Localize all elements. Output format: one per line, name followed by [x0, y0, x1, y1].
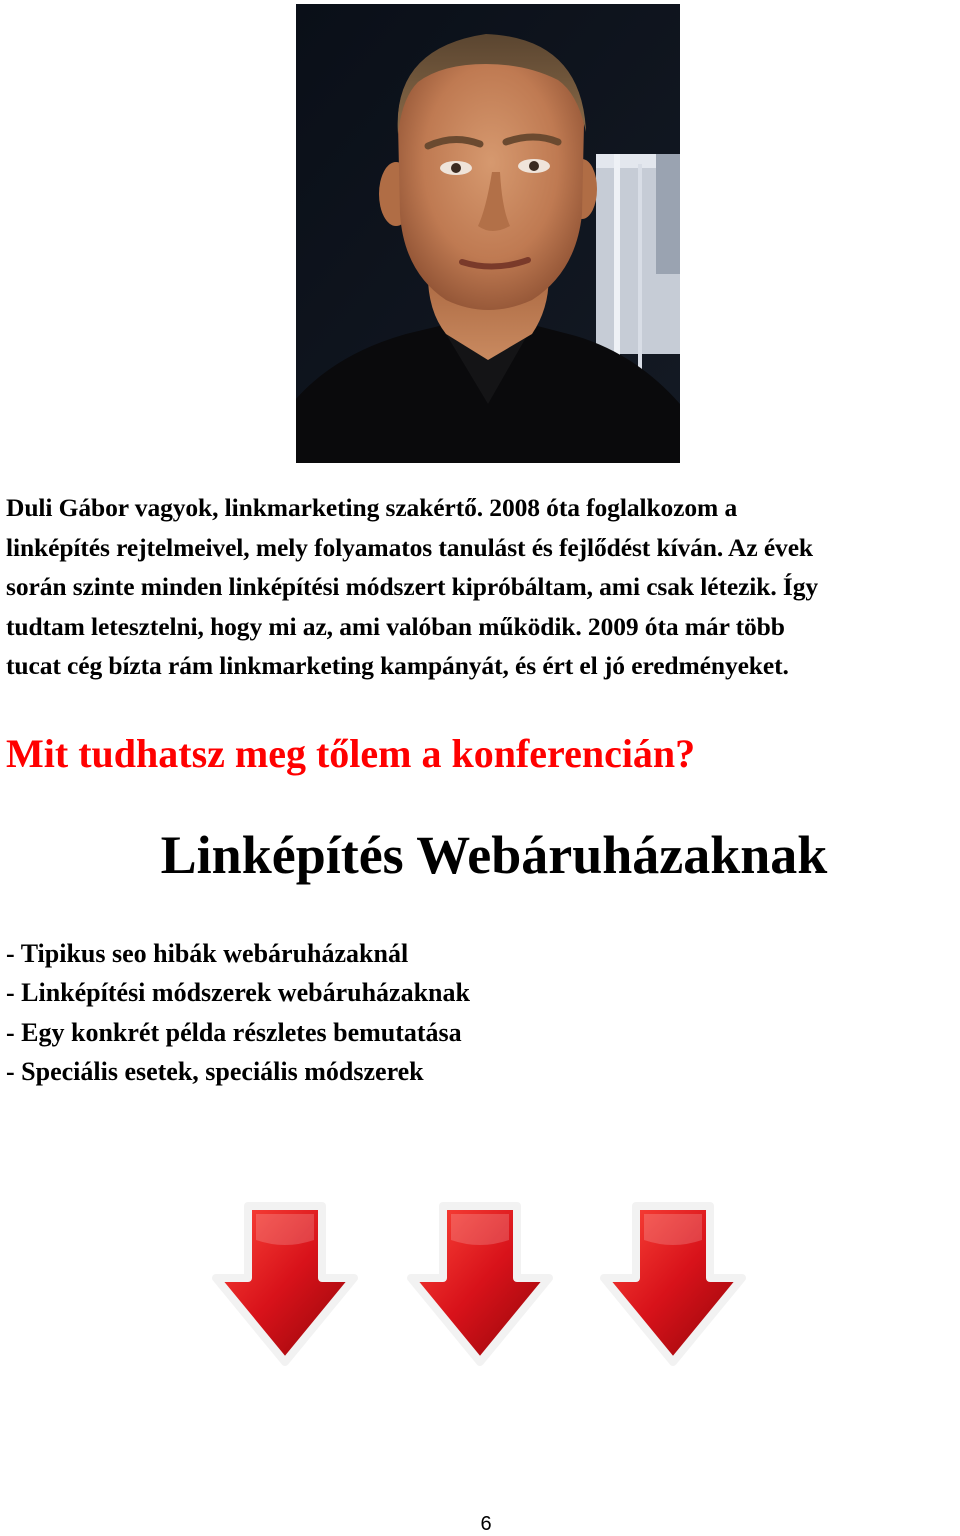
intro-line: tucat cég bízta rám linkmarketing kampányát, és ért el jó eredményeket.: [6, 651, 789, 681]
list-item: - Linképítési módszerek webáruházaknak: [6, 978, 470, 1008]
arrows-row: [210, 1200, 750, 1370]
intro-paragraph: [6, 488, 958, 686]
list-item: - Egy konkrét példa részletes bemutatása: [6, 1017, 462, 1047]
intro-line: tudtam letesztelni, hogy mi az, ami valóban működik. 2009 óta már több: [6, 611, 785, 641]
intro-line: során szinte minden linképítési módszert kipróbáltam, ami csak létezik. Így: [6, 572, 819, 602]
arrow-down-icon: [210, 1200, 360, 1368]
topics-list: [6, 934, 470, 1091]
list-item: - Tipikus seo hibák webáruházaknál: [6, 939, 409, 968]
intro-line: Duli Gábor vagyok, linkmarketing szakértő. 2008 óta foglalkozom a: [6, 493, 738, 522]
list-item: - Speciális esetek, speciális módszerek: [6, 1056, 424, 1086]
arrow-down-icon: [405, 1200, 555, 1368]
talk-title: Linképítés Webáruházaknak: [160, 825, 828, 885]
arrow-down-icon: [598, 1200, 748, 1368]
question-heading: Mit tudhatsz meg tőlem a konferencián?: [6, 731, 696, 776]
intro-line: linképítés rejtelmeivel, mely folyamatos tanulást és fejlődést kíván. Az évek: [6, 532, 814, 562]
speaker-photo: [296, 4, 680, 463]
page-number: 6: [480, 1513, 492, 1535]
